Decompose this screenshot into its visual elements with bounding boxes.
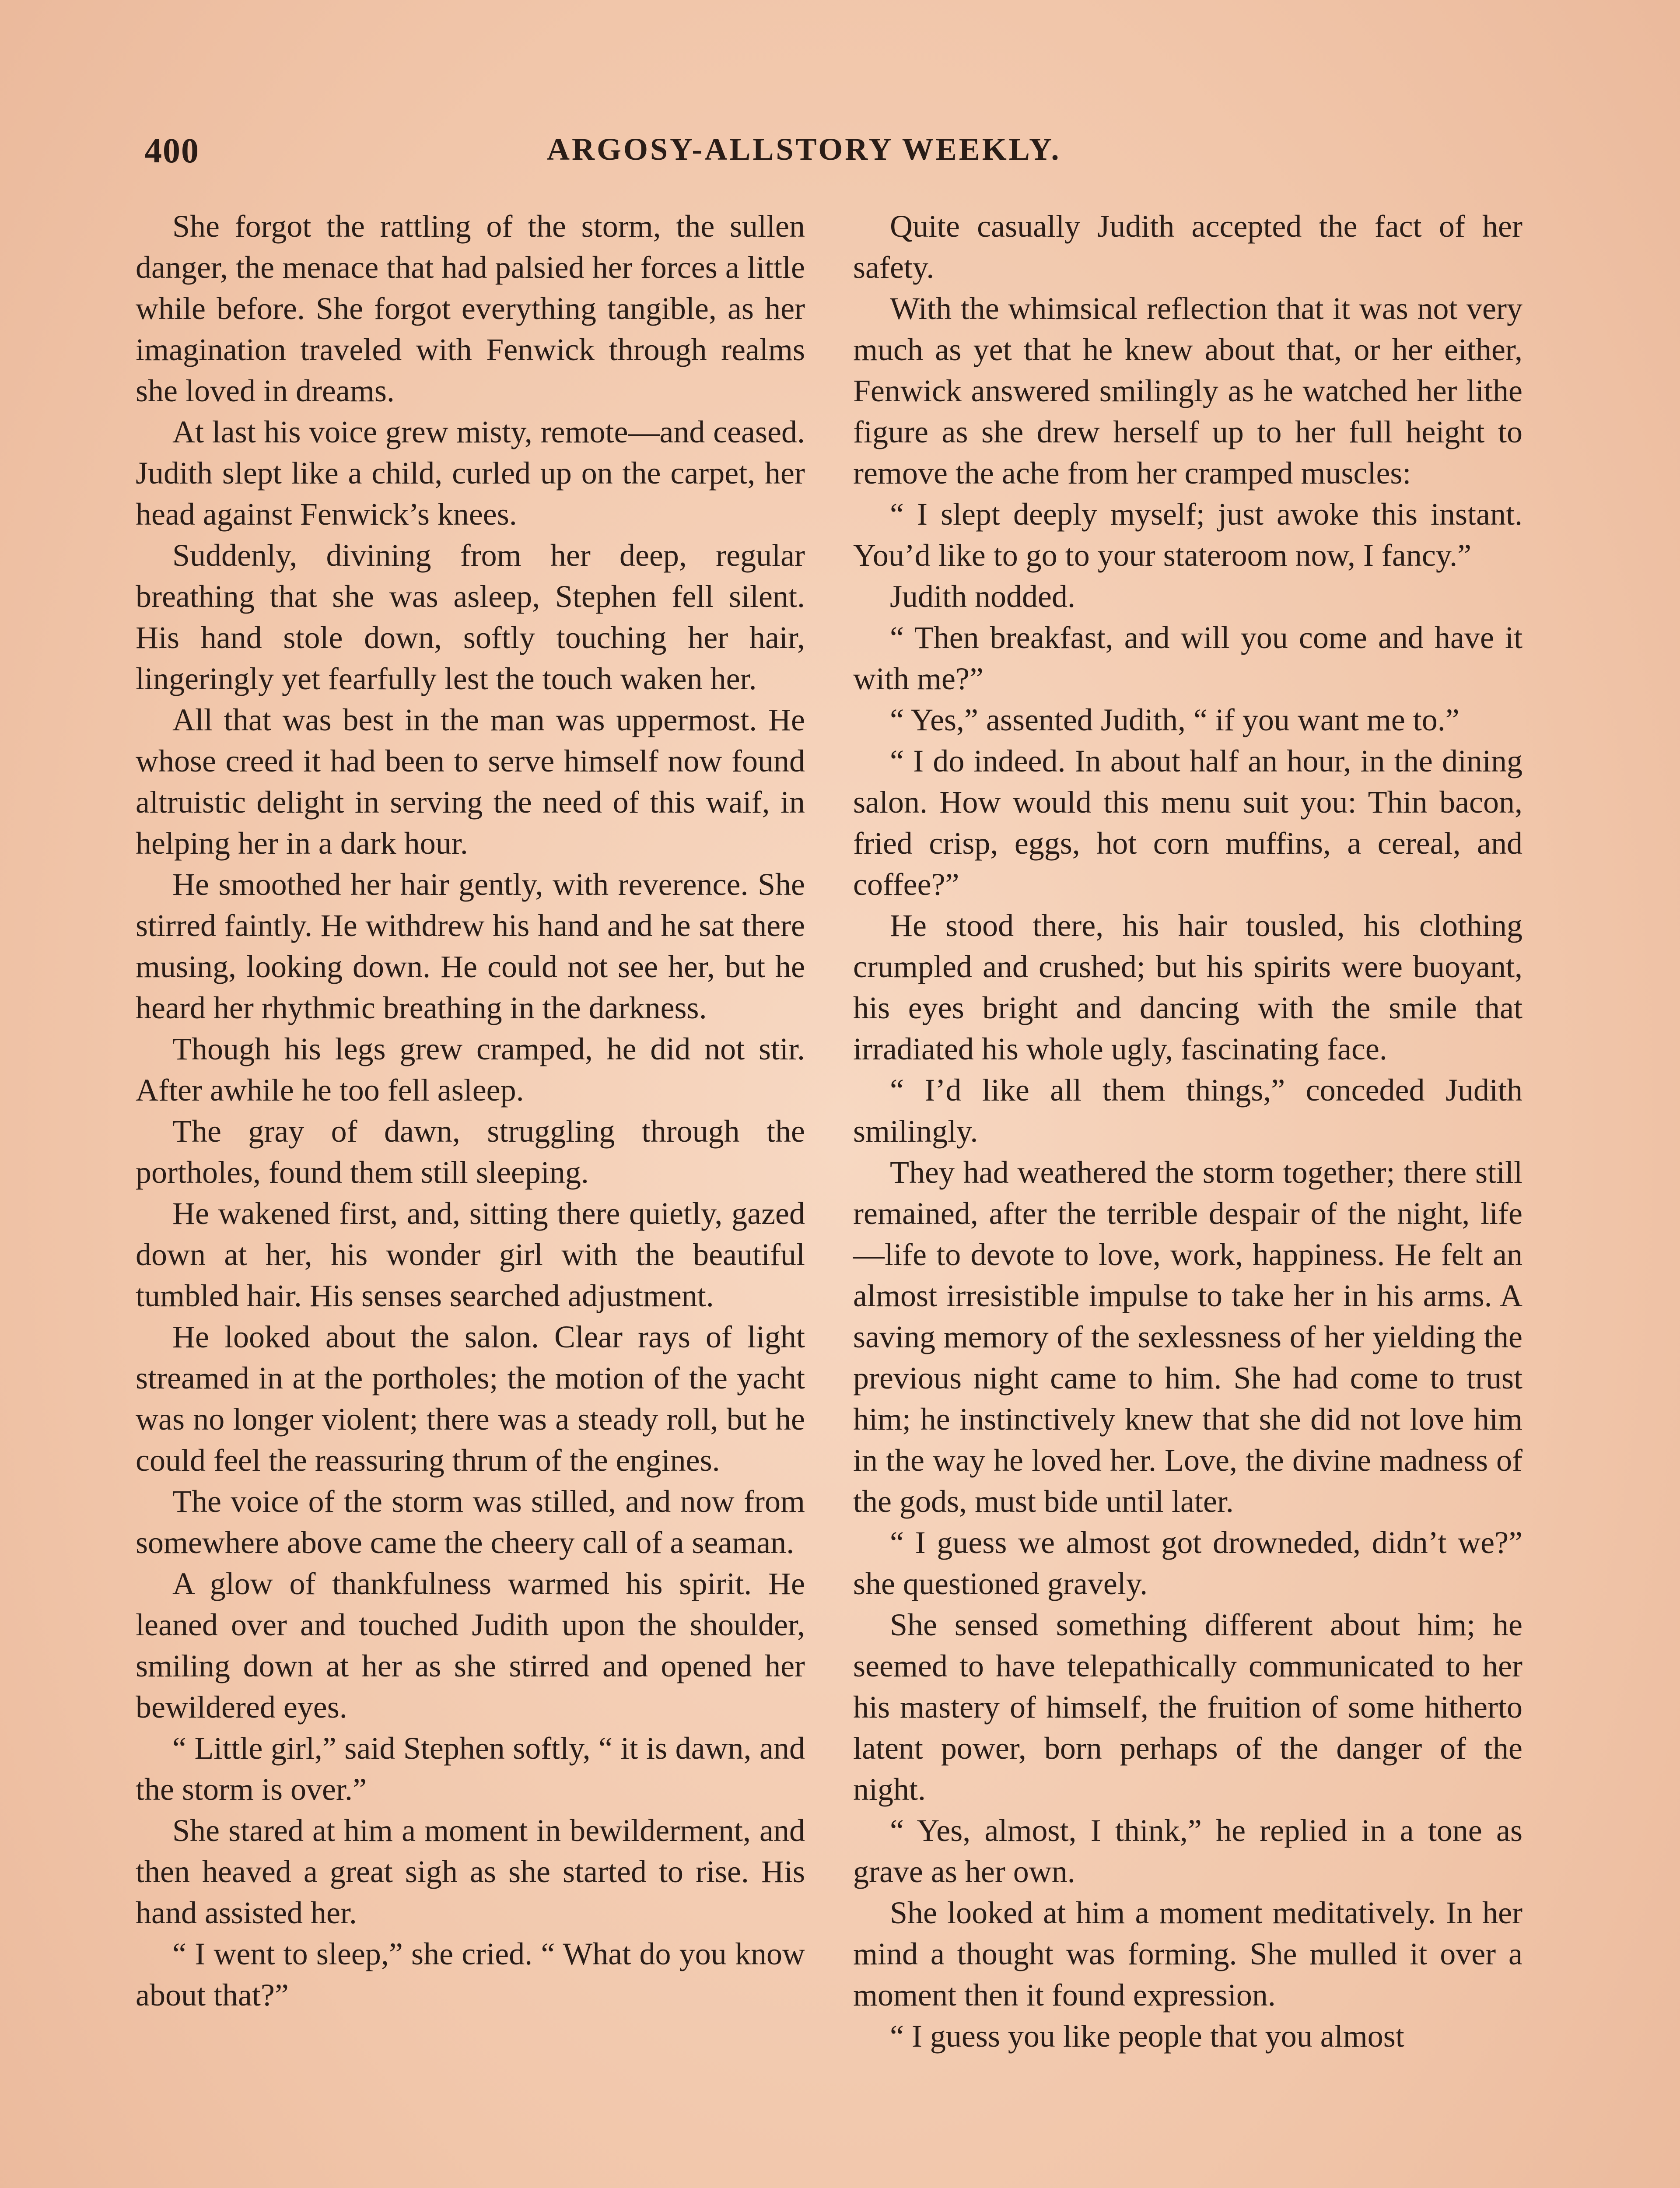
paragraph: “ Then breakfast, and will you come and have it with me?” [853, 620, 1522, 696]
paragraph: “ I slept deeply myself; just awoke this instant. You’d like to go to your stateroom now, I fancy.” [853, 497, 1522, 573]
paragraph: Judith nodded. [890, 579, 1075, 614]
paragraph: “ Yes,” assented Judith, “ if you want me to.” [890, 702, 1460, 737]
paragraph: “ I do indeed. In about half an hour, in the dining salon. How would this menu suit you: Thin bacon, fried crisp, eggs, hot corn muffins, a cereal, and coffee?” [853, 743, 1522, 902]
text-column-left [136, 206, 805, 2016]
paragraph: With the whimsical reflection that it was not very much as yet that he knew about that, or her either, Fenwick answered smilingly as he watched her lithe figure as she drew herself up to her full height to remove the ache from her cramped muscles: [853, 291, 1522, 491]
paragraph: He smoothed her hair gently, with reverence. She stirred faintly. He withdrew his hand and he sat there musing, looking down. He could not see her, but he heard her rhythmic breathing in the darkness. [136, 867, 805, 1025]
paragraph: She sensed something different about him; he seemed to have telepathically communicated to her his mastery of himself, the fruition of some hitherto latent power, born perhaps of the danger of the night. [853, 1607, 1522, 1807]
paragraph: “ Little girl,” said Stephen softly, “ it is dawn, and the storm is over.” [136, 1731, 805, 1807]
paragraph: Quite casually Judith accepted the fact of her safety. [853, 209, 1522, 285]
paragraph: All that was best in the man was uppermost. He whose creed it had been to serve himself now found altruistic delight in serving the need of this waif, in helping her in a dark hour. [136, 702, 805, 861]
paragraph: A glow of thankfulness warmed his spirit. He leaned over and touched Judith upon the shoulder, smiling down at her as she stirred and opened her bewildered eyes. [136, 1566, 805, 1725]
page-number: 400 [144, 132, 200, 170]
paragraph: She stared at him a moment in bewilderment, and then heaved a great sigh as she started to rise. His hand assisted her. [136, 1813, 805, 1930]
paragraph: He wakened first, and, sitting there quietly, gazed down at her, his wonder girl with the beautiful tumbled hair. His senses searched adjustment. [136, 1196, 805, 1313]
paragraph: “ I’d like all them things,” conceded Judith smilingly. [853, 1073, 1522, 1149]
paragraph: “ I went to sleep,” she cried. “ What do you know about that?” [136, 1936, 805, 2013]
paragraph: At last his voice grew misty, remote—and ceased. Judith slept like a child, curled up on the carpet, her head against Fenwick’s knees. [136, 414, 805, 532]
paragraph: “ I guess we almost got drowneded, didn’t we?” she questioned gravely. [853, 1525, 1522, 1601]
paragraph: “ Yes, almost, I think,” he replied in a tone as grave as her own. [853, 1813, 1522, 1889]
paragraph: They had weathered the storm together; there still remained, after the terrible despair of the night, life—life to devote to love, work, happiness. He felt an almost irresistible impulse to take her in his arms. A saving memory of the sexlessness of her yielding the previous night came to him. She had come to trust him; he instinctively knew that she did not love him in the way he loved her. Love, the divine madness of the gods, must bide until later. [853, 1155, 1522, 1519]
running-title: ARGOSY-ALLSTORY WEEKLY. [547, 132, 1061, 167]
paragraph: He looked about the salon. Clear rays of light streamed in at the portholes; the motion of the yacht was no longer violent; there was a steady roll, but he could feel the reassuring thrum of the engines. [136, 1319, 805, 1478]
paragraph: “ I guess you like people that you almost [890, 2019, 1404, 2054]
paragraph: He stood there, his hair tousled, his clothing crumpled and crushed; but his spirits were buoyant, his eyes bright and dancing with the smile that irradiated his whole ugly, fascinating face. [853, 908, 1522, 1066]
paragraph: The voice of the storm was stilled, and now from somewhere above came the cheery call of a seaman. [136, 1484, 805, 1560]
paragraph: She forgot the rattling of the storm, the sullen danger, the menace that had palsied her forces a little while before. She forgot everything tangible, as her imagination traveled with Fenwick through realms she loved in dreams. [136, 209, 805, 408]
paragraph: The gray of dawn, struggling through the portholes, found them still sleeping. [136, 1114, 805, 1190]
paragraph: Though his legs grew cramped, he did not stir. After awhile he too fell asleep. [136, 1031, 805, 1108]
paragraph: Suddenly, divining from her deep, regular breathing that she was asleep, Stephen fell silent. His hand stole down, softly touching her hair, lingeringly yet fearfully lest the touch waken her. [136, 538, 805, 696]
paragraph: She looked at him a moment meditatively. In her mind a thought was forming. She mulled it over a moment then it found expression. [853, 1895, 1522, 2013]
text-column-right [853, 206, 1522, 2057]
